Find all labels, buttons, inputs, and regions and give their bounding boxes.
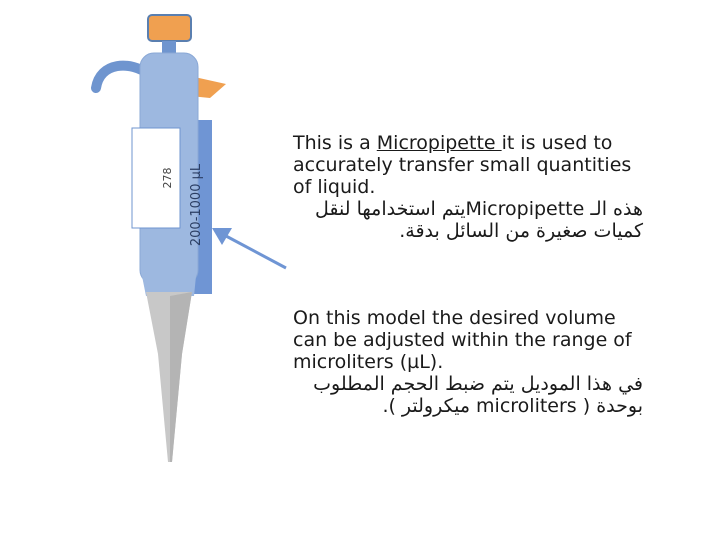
micropipette-term: Micropipette: [376, 132, 502, 154]
pipette-tip-shade: [170, 292, 192, 462]
counter-display: 278: [161, 167, 174, 189]
arabic-description-line: كميات صغيرة من السائل بدقة.: [399, 220, 643, 242]
model-note-text: On this model the desired volume can be adjusted within the range of microliters (µL). في هذا الموديل يتم ضبط الحجم المطلوب بوحدة ( microliters ميكرولتر ).: [293, 307, 653, 417]
arabic-description-line: هذه الـ Micropipetteيتم استخدامها لنقل: [315, 198, 643, 220]
description-text: This is a Micropipette it is used to accurately transfer small quantities of liquid. هذه الـ Micropipetteيتم استخدامها لنقل كميات صغيرة من السائل بدقة.: [293, 132, 653, 242]
arabic-note-line: في هذا الموديل يتم ضبط الحجم المطلوب: [313, 373, 643, 395]
range-label: 200-1000 µL: [189, 163, 204, 247]
arabic-note-line: بوحدة ( microliters ميكرولتر ).: [382, 395, 643, 417]
plunger-cap: [148, 15, 191, 41]
pointer-arrow-shaft: [226, 236, 286, 268]
micropipette-illustration: [0, 0, 300, 540]
